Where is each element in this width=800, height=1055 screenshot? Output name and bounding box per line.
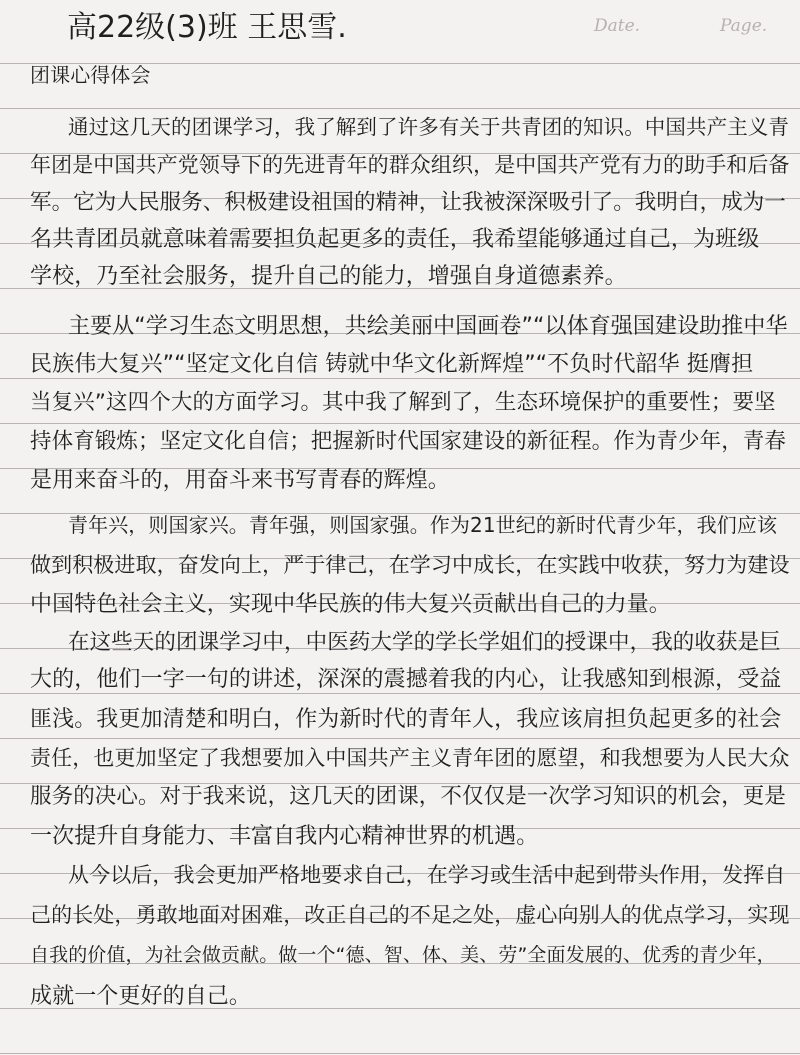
paragraph-line: 匪浅。我更加清楚和明白，作为新时代的青年人，我应该肩担负起更多的社会 xyxy=(30,707,782,732)
document-title: 高22级(3)班 王思雪. xyxy=(67,10,347,45)
paragraph-line: 主要从“学习生态文明思想，共绘美丽中国画卷”“以体育强国建设助推中华 xyxy=(68,314,788,339)
paragraph-line: 做到积极进取，奋发向上，严于律己，在学习中成长，在实践中收获，努力为建设 xyxy=(30,553,790,577)
paragraph-line: 自我的价值，为社会做贡献。做一个“德、智、体、美、劳”全面发展的、优秀的青少年， xyxy=(30,944,776,966)
paragraph-line: 己的长处，勇敢地面对困难，改正自己的不足之处，虚心向别人的优点学习，实现 xyxy=(30,903,790,927)
paragraph-line: 当复兴”这四个大的方面学习。其中我了解到了，生态环境保护的重要性；要坚 xyxy=(30,390,776,415)
date-label: Date. xyxy=(594,16,641,36)
paragraph-line: 一次提升自身能力、丰富自我内心精神世界的机遇。 xyxy=(30,824,539,849)
paragraph-line: 是用来奋斗的，用奋斗来书写青春的辉煌。 xyxy=(30,468,450,493)
paragraph-line: 责任，也更加坚定了我想要加入中国共产主义青年团的愿望，和我想要为人民大众 xyxy=(30,746,790,770)
paragraph-line: 持体育锻炼；坚定文化自信；把握新时代国家建设的新征程。作为青少年，青春 xyxy=(30,429,787,454)
ruled-line xyxy=(0,738,800,739)
paragraph-line: 成就一个更好的自己。 xyxy=(30,984,252,1009)
paragraph-line: 青年兴，则国家兴。青年强，则国家强。作为21世纪的新时代青少年，我们应该 xyxy=(68,513,778,537)
ruled-line xyxy=(0,108,800,109)
paragraph-line: 通过这几天的团课学习，我了解到了许多有关于共青团的知识。中国共产主义青 xyxy=(68,115,789,139)
paragraph-line: 军。它为人民服务、积极建设祖国的精神，让我被深深吸引了。我明白，成为一 xyxy=(30,190,787,215)
paragraph-line: 从今以后，我会更加严格地要求自己，在学习或生活中起到带头作用，发挥自 xyxy=(68,863,786,887)
paragraph-line: 服务的决心。对于我来说，这几天的团课，不仅仅是一次学习知识的机会，更是 xyxy=(30,784,787,809)
paragraph-line: 学校，乃至社会服务，提升自己的能力，增强自身道德素养。 xyxy=(30,264,627,289)
section-heading: 团课心得体会 xyxy=(30,63,151,87)
paragraph-line: 大的，他们一字一句的讲述，深深的震撼着我的内心，让我感知到根源，受益 xyxy=(30,667,782,692)
page-label: Page. xyxy=(720,16,768,36)
paragraph-line: 中国特色社会主义，实现中华民族的伟大复兴贡献出自己的力量。 xyxy=(30,592,671,617)
ruled-line xyxy=(0,1053,800,1054)
paragraph-line: 年团是中国共产党领导下的先进青年的群众组织，是中国共产党有力的助手和后备 xyxy=(30,153,790,177)
paragraph-line: 民族伟大复兴”“坚定文化自信 铸就中华文化新辉煌”“不负时代韶华 挺膺担 xyxy=(30,352,754,377)
paragraph-line: 在这些天的团课学习中，中医药大学的学长学姐们的授课中，我的收获是巨 xyxy=(68,630,781,655)
ruled-line xyxy=(0,423,800,424)
paragraph-line: 名共青团员就意味着需要担负起更多的责任，我希望能够通过自己，为班级 xyxy=(30,227,760,252)
